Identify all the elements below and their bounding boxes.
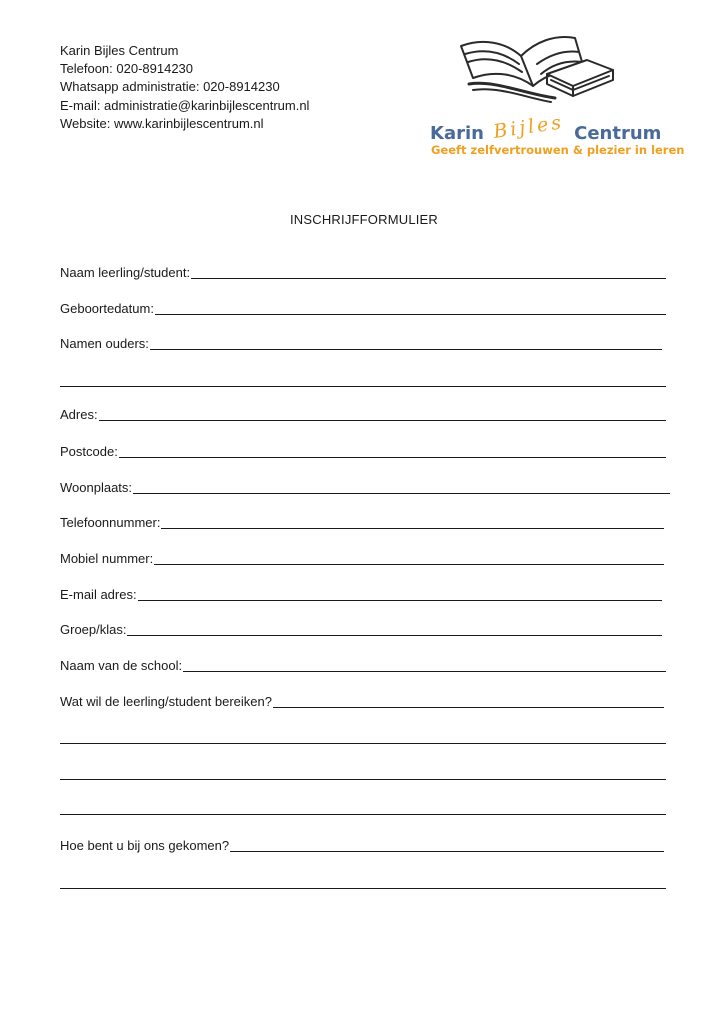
field-label: Naam van de school: <box>60 658 183 673</box>
blank-line[interactable] <box>60 742 666 744</box>
blank-line[interactable] <box>60 887 666 889</box>
field-groep-klas[interactable] <box>60 620 662 638</box>
field-woonplaats[interactable] <box>60 478 670 496</box>
field-label: Groep/klas: <box>60 622 127 637</box>
field-geboortedatum[interactable] <box>60 299 666 317</box>
logo-word-bijles: Bijles <box>491 111 565 143</box>
logo-wordmark <box>430 111 662 144</box>
field-hoe-gekomen[interactable] <box>60 836 664 854</box>
logo-tagline: Geeft zelfvertrouwen & plezier in leren <box>431 143 685 157</box>
field-label: Geboortedatum: <box>60 301 154 316</box>
field-label: Mobiel nummer: <box>60 551 154 566</box>
field-underline[interactable] <box>230 850 664 852</box>
field-label: E-mail adres: <box>60 587 137 602</box>
email-line: E-mail: administratie@karinbijlescentrum.nl <box>60 97 310 113</box>
contact-block <box>60 42 309 133</box>
field-wat-bereiken[interactable] <box>60 692 664 710</box>
logo-word-karin: Karin <box>430 123 484 144</box>
field-label: Postcode: <box>60 444 118 459</box>
field-email-adres[interactable] <box>60 585 662 603</box>
field-underline[interactable] <box>99 419 666 421</box>
field-label: Telefoonnummer: <box>60 515 161 530</box>
field-underline[interactable] <box>191 277 666 279</box>
field-underline[interactable] <box>127 634 662 636</box>
field-label: Woonplaats: <box>60 480 133 495</box>
field-label: Naam leerling/student: <box>60 265 191 280</box>
field-underline[interactable] <box>155 313 666 315</box>
field-telefoonnummer[interactable] <box>60 513 664 531</box>
form-title: INSCHRIJFFORMULIER <box>289 212 439 227</box>
field-underline[interactable] <box>183 670 666 672</box>
blank-line[interactable] <box>60 778 666 780</box>
phone-line: Telefoon: 020-8914230 <box>60 61 194 77</box>
field-label: Wat wil de leerling/student bereiken? <box>60 694 272 709</box>
field-mobiel-nummer[interactable] <box>60 549 664 567</box>
blank-line[interactable] <box>60 385 666 387</box>
field-underline[interactable] <box>154 563 664 565</box>
field-namen-ouders[interactable] <box>60 334 662 352</box>
company-name: Karin Bijles Centrum <box>60 43 179 58</box>
field-label: Hoe bent u bij ons gekomen? <box>60 838 230 853</box>
field-adres[interactable] <box>60 405 666 423</box>
logo-word-centrum: Centrum <box>574 123 662 144</box>
field-underline[interactable] <box>150 348 662 350</box>
open-books-icon <box>455 24 615 104</box>
field-underline[interactable] <box>138 599 662 601</box>
field-naam-leerling[interactable] <box>60 263 666 281</box>
whatsapp-line: Whatsapp administratie: 020-8914230 <box>60 79 280 95</box>
field-underline[interactable] <box>119 456 666 458</box>
field-label: Namen ouders: <box>60 336 149 351</box>
field-underline[interactable] <box>133 492 670 494</box>
logo <box>425 24 685 164</box>
blank-line[interactable] <box>60 813 666 815</box>
field-postcode[interactable] <box>60 442 666 460</box>
field-underline[interactable] <box>161 527 664 529</box>
field-label: Adres: <box>60 407 98 422</box>
field-underline[interactable] <box>273 706 664 708</box>
field-naam-school[interactable] <box>60 656 666 674</box>
website-line: Website: www.karinbijlescentrum.nl <box>60 115 264 131</box>
